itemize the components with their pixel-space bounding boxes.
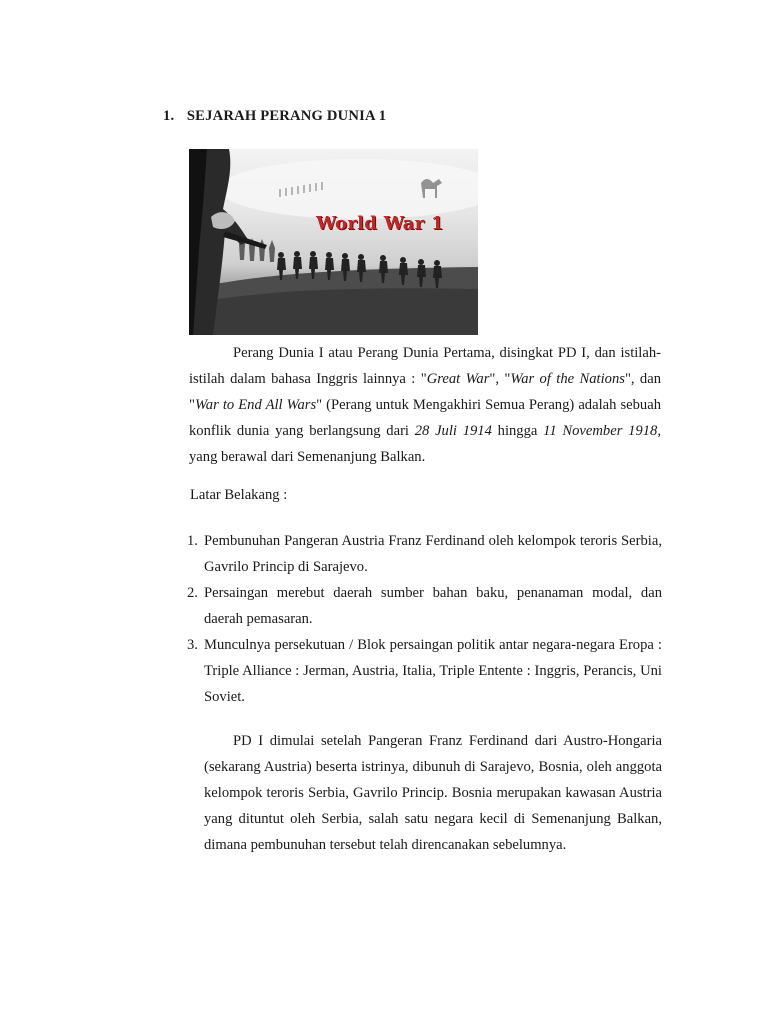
soldiers-silhouette-graphic <box>189 149 478 335</box>
term-war-of-nations: War of the Nations <box>510 371 625 387</box>
intro-text-5: hingga <box>491 423 544 439</box>
closing-paragraph <box>204 728 662 858</box>
intro-text-3: ", dan " <box>189 371 662 413</box>
image-title: World War 1 <box>316 213 444 234</box>
list-number: 2. <box>187 585 198 601</box>
list-text: Munculnya persekutuan / Blok persaingan politik antar negara-negara Eropa : Triple Alliance : Jerman, Austria, Italia, Triple Entente : Inggris, Perancis, Uni Soviet. <box>204 637 662 705</box>
section-number: 1. <box>163 108 175 124</box>
term-great-war: Great War <box>426 371 490 387</box>
start-date: 28 Juli 1914 <box>414 423 492 439</box>
section-heading <box>163 108 386 125</box>
term-war-to-end: War to End All Wars <box>194 397 317 413</box>
list-item <box>187 580 662 632</box>
closing-text: PD I dimulai setelah Pangeran Franz Ferdinand dari Austro-Hongaria (sekarang Austria) beserta istrinya, dibunuh di Sarajevo, Bosnia, oleh anggota kelompok teroris Serbia, Gavrilo Princip. Bosnia merupakan kawasan Austria yang dituntut oleh Serbia, salah satu negara kecil di Semenanjung Balkan, dimana pembunuhan tersebut telah direncanakan sebelumnya. <box>204 733 662 853</box>
list-number: 1. <box>187 533 198 549</box>
list-item <box>187 528 662 580</box>
intro-text-2: ", " <box>489 371 511 387</box>
intro-text-6: yang berawal dari Semenanjung Balkan. <box>189 449 426 465</box>
end-date: 11 November 1918, <box>543 423 661 439</box>
background-label: Latar Belakang : <box>190 487 288 503</box>
list-number: 3. <box>187 637 198 653</box>
list-item <box>187 632 662 710</box>
intro-paragraph <box>189 340 661 470</box>
intro-text-4: " (Perang untuk Mengakhiri Semua Perang) adalah sebuah konflik dunia yang berlangsung dari <box>189 397 662 439</box>
list-text: Persaingan merebut daerah sumber bahan baku, penanaman modal, dan daerah pemasaran. <box>204 585 662 627</box>
world-war-1-image <box>189 149 478 335</box>
section-title: SEJARAH PERANG DUNIA 1 <box>186 108 387 124</box>
list-text: Pembunuhan Pangeran Austria Franz Ferdinand oleh kelompok teroris Serbia, Gavrilo Princip di Sarajevo. <box>204 533 662 575</box>
background-list <box>187 528 662 710</box>
intro-text-1: Perang Dunia I atau Perang Dunia Pertama, disingkat PD I, dan istilah-istilah dalam bahasa Inggris lainnya : " <box>189 345 661 387</box>
